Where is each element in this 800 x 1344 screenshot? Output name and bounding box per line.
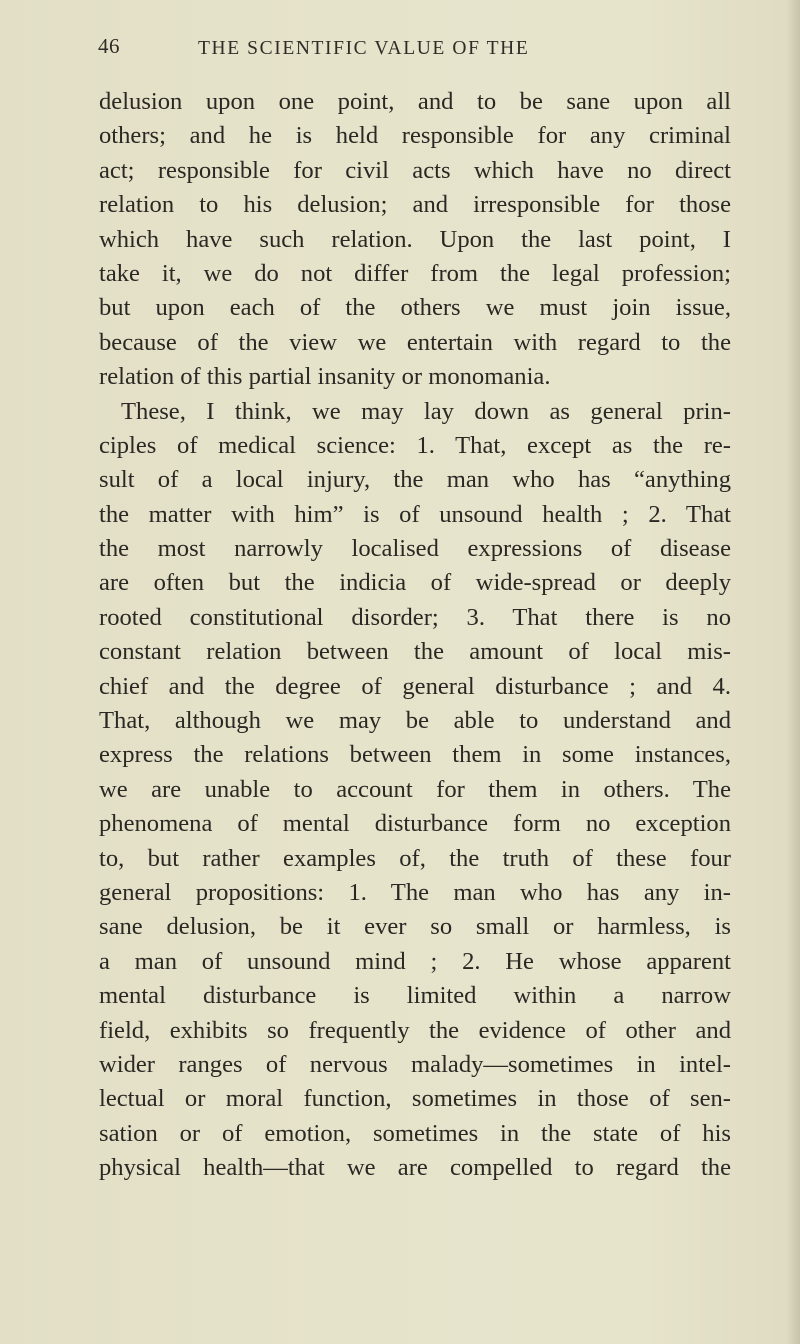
text-line: the most narrowly localised expressions of disease — [99, 535, 731, 563]
text-line: sane delusion, be it ever so small or harmless, is — [99, 913, 731, 941]
text-line: general propositions: 1. The man who has any in- — [99, 878, 731, 906]
text-line: sation or of emotion, sometimes in the state of his — [99, 1119, 731, 1147]
text-line: to, but rather examples of, the truth of these four — [99, 844, 731, 872]
text-line: sult of a local injury, the man who has “anything — [99, 466, 731, 494]
text-line: lectual or moral function, sometimes in those of sen- — [99, 1085, 731, 1113]
text-line: but upon each of the others we must join issue, — [99, 294, 731, 322]
text-line: because of the view we entertain with regard to the — [99, 328, 731, 356]
text-line: which have such relation. Upon the last point, I — [99, 225, 731, 253]
text-line: physical health—that we are compelled to regard the — [99, 1154, 731, 1182]
text-line: field, exhibits so frequently the evidence of other and — [99, 1016, 731, 1044]
text-line: take it, we do not differ from the legal profession; — [99, 259, 731, 287]
text-line: relation to his delusion; and irresponsible for those — [99, 191, 731, 219]
page-number: 46 — [98, 34, 120, 58]
text-line: a man of unsound mind ; 2. He whose apparent — [99, 947, 731, 975]
text-line: the matter with him” is of unsound health ; 2. That — [99, 500, 731, 528]
running-head: THE SCIENTIFIC VALUE OF THE — [198, 38, 530, 59]
text-line: chief and the degree of general disturbance ; and 4. — [99, 672, 731, 700]
body-text — [99, 85, 731, 1186]
text-line: delusion upon one point, and to be sane upon all — [99, 88, 731, 115]
text-line: others; and he is held responsible for any criminal — [99, 122, 731, 150]
text-line: phenomena of mental disturbance form no exception — [99, 810, 731, 838]
page-edge-shadow — [786, 0, 800, 1344]
page-header — [98, 34, 728, 68]
text-line: ciples of medical science: 1. That, except as the re- — [99, 431, 731, 459]
text-line: act; responsible for civil acts which have no direct — [99, 156, 731, 184]
text-line: That, although we may be able to understand and — [99, 707, 731, 735]
text-line: express the relations between them in some instances, — [99, 741, 731, 769]
text-line: are often but the indicia of wide-spread or deeply — [99, 569, 731, 597]
text-line: we are unable to account for them in others. The — [99, 775, 731, 803]
text-line: wider ranges of nervous malady—sometimes in intel- — [99, 1050, 731, 1078]
text-line: constant relation between the amount of local mis- — [99, 638, 731, 666]
text-line: rooted constitutional disorder; 3. That there is no — [99, 603, 731, 631]
text-line: relation of this partial insanity or monomania. — [99, 363, 551, 391]
text-line: mental disturbance is limited within a narrow — [99, 982, 731, 1010]
paragraph-start-line: These, I think, we may lay down as general prin- — [121, 397, 731, 425]
